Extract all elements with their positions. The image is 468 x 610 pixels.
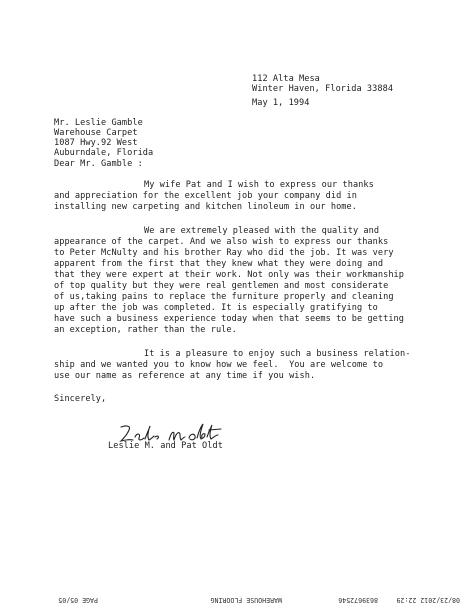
body-line: an exception, rather than the rule. — [54, 325, 237, 335]
body-line: installing new carpeting and kitchen linoleum in our home. — [54, 202, 357, 212]
body-line: apparent from the first that they knew what they were doing and — [54, 259, 384, 269]
body-line: We are extremely pleased with the quality and — [144, 226, 380, 236]
recipient-street: 1087 Hwy.92 West — [54, 138, 138, 148]
recipient-company: Warehouse Carpet — [54, 128, 138, 138]
body-line: that they were expert at their work. Not only was their workmanship — [54, 270, 404, 280]
fax-company: WAREHOUSE FLOORING — [210, 596, 282, 604]
signature-name: Leslie M. and Pat Oldt — [108, 441, 223, 451]
sender-street: 112 Alta Mesa — [252, 74, 320, 84]
body-line: My wife Pat and I wish to express our thanks — [144, 180, 374, 190]
fax-phone: 8639672546 — [338, 596, 378, 604]
fax-datetime: 08/23/2012 22:29 — [396, 596, 460, 604]
body-line: up after the job was completed. It is especially gratifying to — [54, 303, 378, 313]
body-line: use our name as reference at any time if you wish. — [54, 371, 316, 381]
sender-city: Winter Haven, Florida 33884 — [252, 84, 394, 94]
fax-page: PAGE 05/05 — [58, 596, 98, 604]
body-line: ship and we wanted you to know how we feel. You are welcome to — [54, 360, 384, 370]
closing: Sincerely, — [54, 394, 107, 404]
fax-header-line — [40, 594, 460, 604]
body-line: and appreciation for the excellent job your company did in — [54, 191, 357, 201]
body-line: appearance of the carpet. And we also wish to express our thanks — [54, 237, 389, 247]
salutation: Dear Mr. Gamble : — [54, 159, 143, 169]
body-line: have such a business experience today when that seems to be getting — [54, 314, 404, 324]
body-line: of us,taking pains to replace the furniture properly and cleaning — [54, 292, 394, 302]
recipient-city: Auburndale, Florida — [54, 148, 154, 158]
body-line: of top quality but they were real gentlemen and most considerate — [54, 281, 389, 291]
body-line: to Peter McNulty and his brother Ray who did the job. It was very — [54, 248, 394, 258]
letter-date: May 1, 1994 — [252, 98, 310, 108]
body-line: It is a pleasure to enjoy such a business relation- — [144, 349, 411, 359]
recipient-name: Mr. Leslie Gamble — [54, 118, 143, 128]
